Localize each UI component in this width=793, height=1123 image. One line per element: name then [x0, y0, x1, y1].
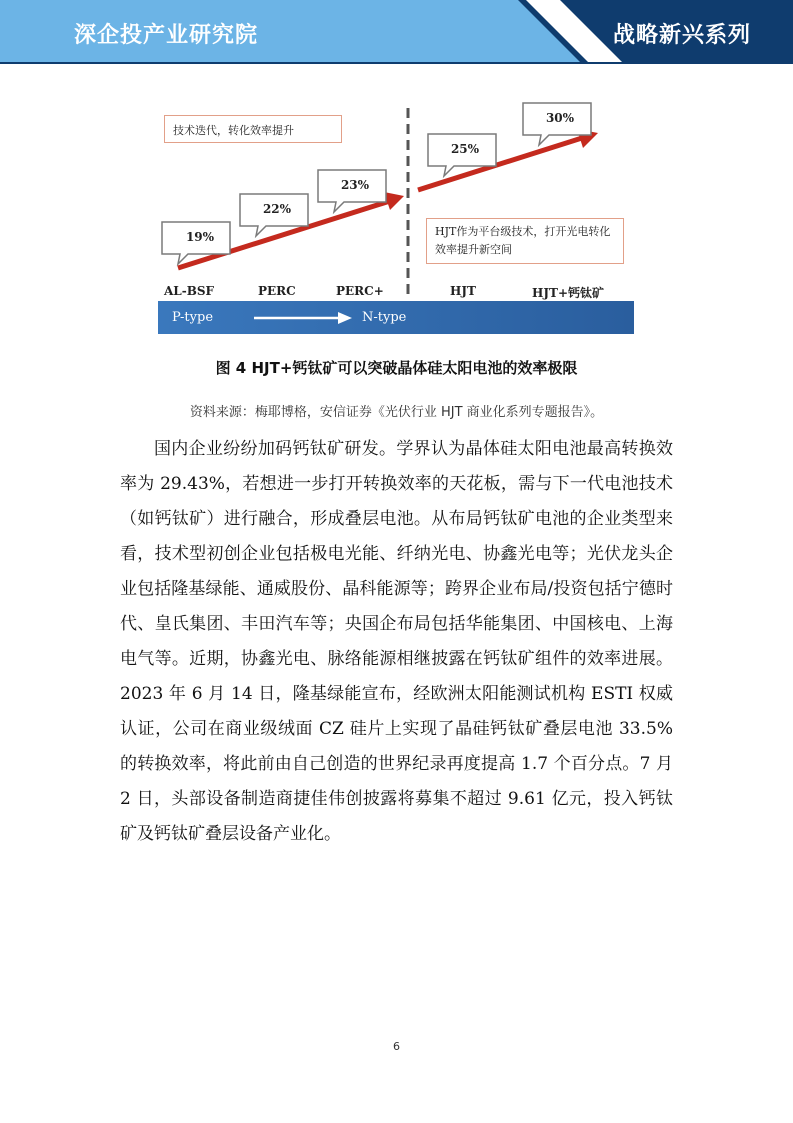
header-org-name: 深企投产业研究院: [74, 23, 259, 48]
band-label-p-type: P-type: [172, 310, 214, 325]
tech-label-perc-plus: PERC+: [336, 284, 384, 298]
efficiency-label-23: 23%: [340, 178, 370, 192]
body-paragraph: 国内企业纷纷加码钙钛矿研发。学界认为晶体硅太阳电池最高转换效率为 29.43%，若想进一步打开转换效率的天花板，需与下一代电池技术（如钙钛矿）进行融合，形成叠层电池。从布局钙钛矿电池的企业类型来看，技术型初创企业包括极电光能、纤纳光电、协鑫光电等；光伏龙头企业包括隆基绿能、通威股份、晶科能源等；跨界企业布局/投资包括宁德时代、皇氏集团、丰田汽车等；央国企布局包括华能集团、中国核电、上海电气等。近期，协鑫光电、脉络能源相继披露在钙钛矿组件的效率进展。2023 年 6 月 14 日，隆基绿能宣布，经欧洲太阳能测试机构 ESTI 权威认证，公司在商业级绒面 CZ 硅片上实现了晶硅钙钛矿叠层电池 33.5%的转换效率，将此前由自己创造的世界纪录再度提高 1.7 个百分点。7 月 2 日，头部设备制造商捷佳伟创披露将募集不超过 9.61 亿元，投入钙钛矿及钙钛矿叠层设备产业化。: [120, 439, 673, 844]
tech-label-al-bsf: AL-BSF: [164, 284, 215, 298]
figure-caption: 图 4 HJT+钙钛矿可以突破晶体硅太阳电池的效率极限: [215, 359, 578, 377]
band-label-n-type: N-type: [362, 310, 407, 325]
note-tech-iteration: 技术迭代，转化效率提升: [164, 115, 342, 143]
efficiency-figure: [158, 98, 634, 340]
header-banner: [0, 0, 793, 72]
header-series-name: 战略新兴系列: [612, 23, 751, 48]
tech-label-perc: PERC: [258, 284, 296, 298]
page-number: 6: [393, 1040, 400, 1053]
figure-source: 资料来源：梅耶博格，安信证券《光伏行业 HJT 商业化系列专题报告》。: [189, 405, 604, 420]
efficiency-label-19: 19%: [185, 230, 215, 244]
tech-label-hjt: HJT: [450, 284, 476, 298]
efficiency-label-25: 25%: [450, 142, 480, 156]
efficiency-label-22: 22%: [262, 202, 292, 216]
tech-label-hjt-perovskite: HJT+钙钛矿: [532, 286, 605, 300]
efficiency-label-30: 30%: [545, 111, 575, 125]
trend-arrow-left-head: [384, 192, 404, 210]
note-hjt-platform: HJT作为平台级技术，打开光电转化效率提升新空间: [426, 218, 624, 264]
